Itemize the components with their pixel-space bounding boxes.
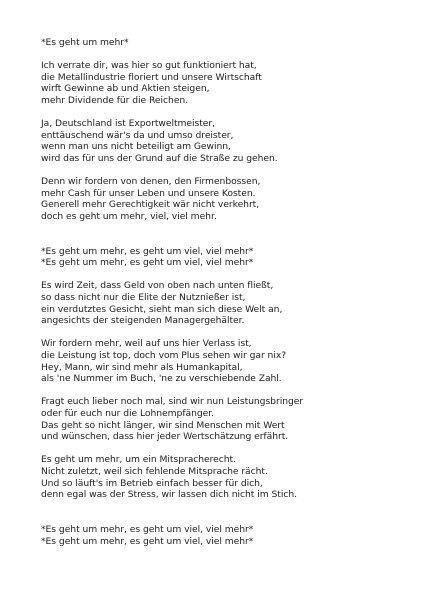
lyric-line: mehr Cash für unser Leben und unsere Kosten. [41, 187, 256, 199]
lyrics-text [41, 37, 411, 547]
lyric-line: Fragt euch lieber noch mal, sind wir nun Leistungsbringer [41, 396, 304, 408]
lyric-line: doch es geht um mehr, viel, viel mehr. [41, 210, 217, 222]
chorus-line: *Es geht um mehr, es geht um viel, viel mehr* [41, 523, 254, 535]
chorus-line: *Es geht um mehr, es geht um viel, viel mehr* [41, 245, 254, 257]
lyric-line: so dass nicht nur die Elite der Nutznießer ist, [41, 292, 246, 304]
lyric-line: oder für euch nur die Lohnempfänger. [41, 408, 215, 419]
lyric-line: Und so läuft's im Betrieb einfach besser für dich, [41, 477, 263, 489]
lyric-line: die Metallindustrie floriert und unsere Wirtschaft [41, 71, 262, 83]
lyric-line: Nicht zuletzt, weil sich fehlende Mitsprache rächt. [41, 465, 268, 477]
lyric-line: Ja, Deutschland ist Exportweltmeister, [41, 118, 216, 130]
chorus-line: *Es geht um mehr, es geht um viel, viel mehr* [41, 535, 254, 547]
chorus-1 [41, 246, 411, 269]
stanza-2 [41, 118, 411, 164]
lyric-line: ein verdutztes Gesicht, sieht man sich diese Welt an, [41, 303, 283, 315]
lyric-line: denn egal was der Stress, wir lassen dich nicht im Stich. [41, 489, 297, 501]
lyric-line: wirft Gewinne ab und Aktien steigen, [41, 83, 210, 95]
lyric-line: mehr Dividende für die Reichen. [41, 94, 189, 106]
chorus-2 [41, 524, 411, 547]
stanza-7 [41, 454, 411, 500]
lyric-line: Hey, Mann, wir sind mehr als Humankapital, [41, 361, 243, 373]
lyric-line: als 'ne Nummer im Buch, 'ne zu verschiebende Zahl. [41, 373, 282, 385]
stanza-3 [41, 176, 411, 222]
stanza-5 [41, 338, 411, 384]
lyric-line: enttäuschend wär's da und umso dreister, [41, 129, 234, 141]
lyric-line: wenn man uns nicht beteiligt am Gewinn, [41, 141, 231, 153]
stanza-1 [41, 60, 411, 106]
chorus-line: *Es geht um mehr, es geht um viel, viel mehr* [41, 257, 254, 269]
lyric-line: Das geht so nicht länger, wir sind Menschen mit Wert [41, 419, 285, 431]
lyric-line: Generell mehr Gerechtigkeit wär nicht verkehrt, [41, 199, 260, 211]
lyric-line: und wünschen, dass hier jeder Wertschätzung erfährt. [41, 431, 289, 443]
lyrics-title: *Es geht um mehr* [41, 37, 129, 48]
lyric-line: angesichts der steigenden Managergehälter. [41, 315, 245, 327]
lyric-line: Ich verrate dir, was hier so gut funktioniert hat, [41, 60, 257, 72]
lyric-line: Denn wir fordern von denen, den Firmenbossen, [41, 176, 261, 188]
lyric-line: Es geht um mehr, um ein Mitspracherecht. [41, 454, 236, 466]
lyric-line: wird das für uns der Grund auf die Straße zu gehen. [41, 152, 278, 164]
stanza-4 [41, 280, 411, 326]
lyric-line: Wir fordern mehr, weil auf uns hier Verlass ist, [41, 338, 252, 350]
stanza-6 [41, 396, 411, 442]
lyric-line: Es wird Zeit, dass Geld von oben nach unten fließt, [41, 280, 274, 292]
lyric-line: die Leistung ist top, doch vom Plus sehen wir gar nix? [41, 350, 287, 362]
